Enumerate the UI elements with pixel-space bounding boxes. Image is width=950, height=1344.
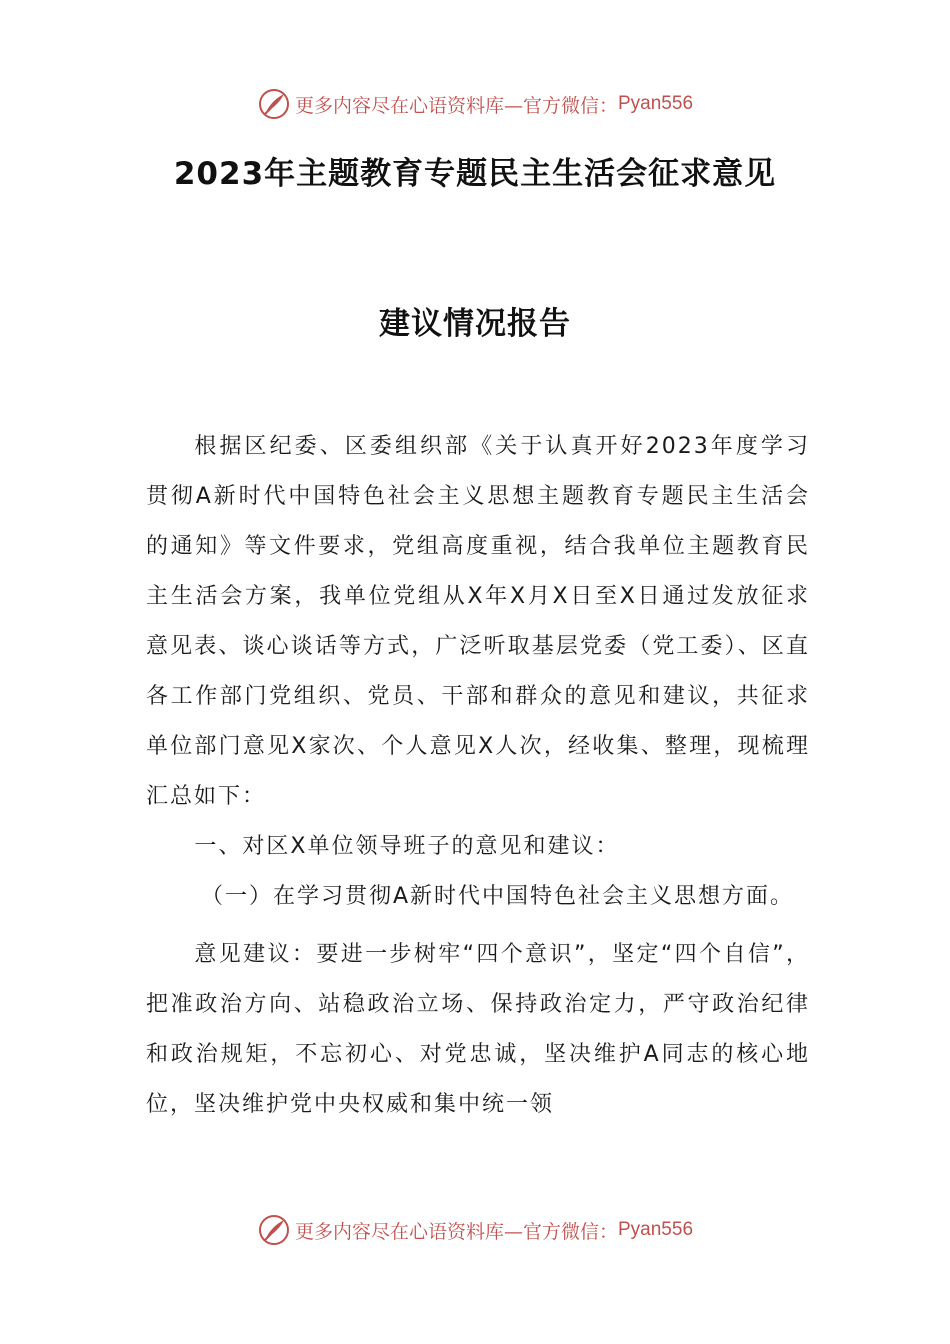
section-heading-1: 一、对区X单位领导班子的意见和建议： bbox=[194, 834, 620, 859]
quill-pen-logo-icon bbox=[257, 1213, 291, 1247]
watermark-wechat-id: Pyan556 bbox=[618, 93, 694, 114]
watermark-text: 更多内容尽在心语资料库—官方微信： bbox=[294, 94, 618, 117]
watermark-wechat-id: Pyan556 bbox=[618, 1219, 694, 1240]
document-title-line-2: 建议情况报告 bbox=[379, 306, 571, 342]
watermark-text: 更多内容尽在心语资料库—官方微信： bbox=[294, 1220, 618, 1243]
intro-paragraph: 根据区纪委、区委组织部《关于认真开好2023年度学习贯彻A新时代中国特色社会主义思想主题教育专题民主生活会的通知》等文件要求，党组高度重视，结合我单位主题教育民主生活会方案，我单位党组从X年X月X日至X日通过发放征求意见表、谈心谈话等方式，广泛听取基层党委（党工委）、区直各工作部门党组织、党员、干部和群众的意见和建议，共征求单位部门意见X家次、个人意见X人次，经收集、整理，现梳理汇总如下： bbox=[146, 434, 810, 809]
document-title-line-1: 2023年主题教育专题民主生活会征求意见 bbox=[173, 156, 777, 192]
watermark-header bbox=[0, 84, 950, 124]
document-body bbox=[146, 422, 810, 1130]
suggestion-paragraph: 意见建议：要进一步树牢“四个意识”，坚定“四个自信”，把准政治方向、站稳政治立场、保持政治定力，严守政治纪律和政治规矩，不忘初心、对党忠诚，坚决维护A同志的核心地位，坚决维护党中央权威和集中统一领 bbox=[146, 942, 810, 1117]
watermark-footer bbox=[0, 1210, 950, 1250]
subsection-heading-1: （一）在学习贯彻A新时代中国特色社会主义思想方面。 bbox=[201, 884, 795, 909]
quill-pen-logo-icon bbox=[257, 87, 291, 121]
